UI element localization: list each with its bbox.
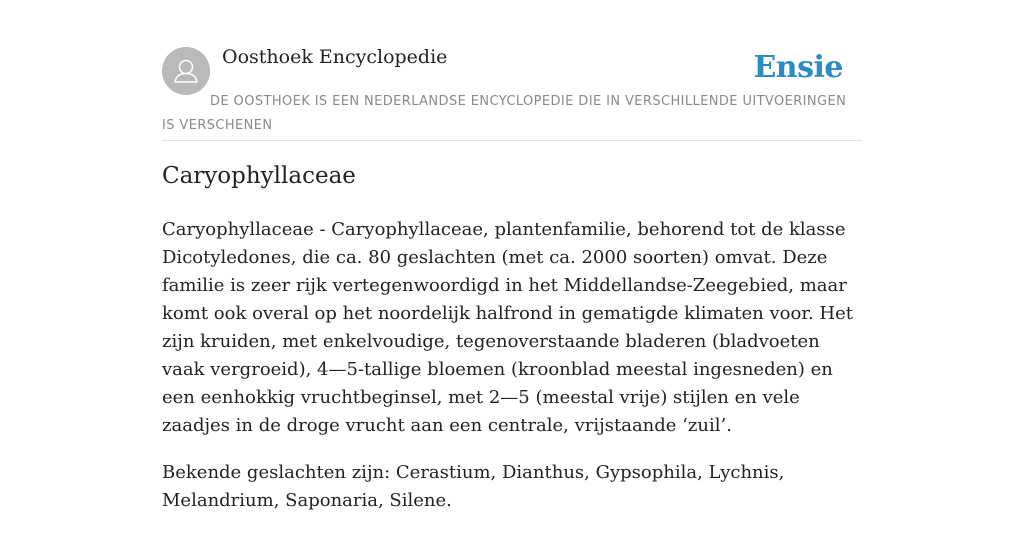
- user-placeholder-icon[interactable]: [162, 47, 210, 95]
- source-name[interactable]: Oosthoek Encyclopedie: [222, 46, 448, 68]
- article-paragraph: Bekende geslachten zijn: Cerastium, Dianthus, Gypsophila, Lychnis, Melandrium, Saponaria, Silene.: [162, 462, 785, 511]
- page-wrapper: [162, 0, 862, 511]
- article-paragraph: Caryophyllaceae - Caryophyllaceae, plantenfamilie, behorend tot de klasse Dicotyledones, die ca. 80 geslachten (met ca. 2000 soorten) omvat. Deze familie is zeer rijk vertegenwoordigd in het Middellandse-Zeegebied, maar komt ook overal op het noordelijk halfrond in gematigde klimaten voor. Het zijn kruiden, met enkelvoudige, tegenoverstaande bladeren (bladvoeten vaak vergroeid), 4—5-tallige bloemen (kroonblad meestal ingesneden) en een eenhokkig vruchtbeginsel, met 2—5 (meestal vrije) stijlen en vele zaadjes in de droge vrucht aan een centrale, vrijstaande ‘zuil’.: [162, 219, 853, 436]
- ensie-logo-link[interactable]: Ensie: [753, 50, 843, 85]
- article-body: [162, 216, 862, 534]
- source-header: [162, 0, 862, 141]
- article-title: Caryophyllaceae: [162, 163, 356, 189]
- source-description: DE OOSTHOEK IS EEN NEDERLANDSE ENCYCLOPEDIE DIE IN VERSCHILLENDE UITVOERINGEN IS VERSCHENEN: [162, 94, 847, 133]
